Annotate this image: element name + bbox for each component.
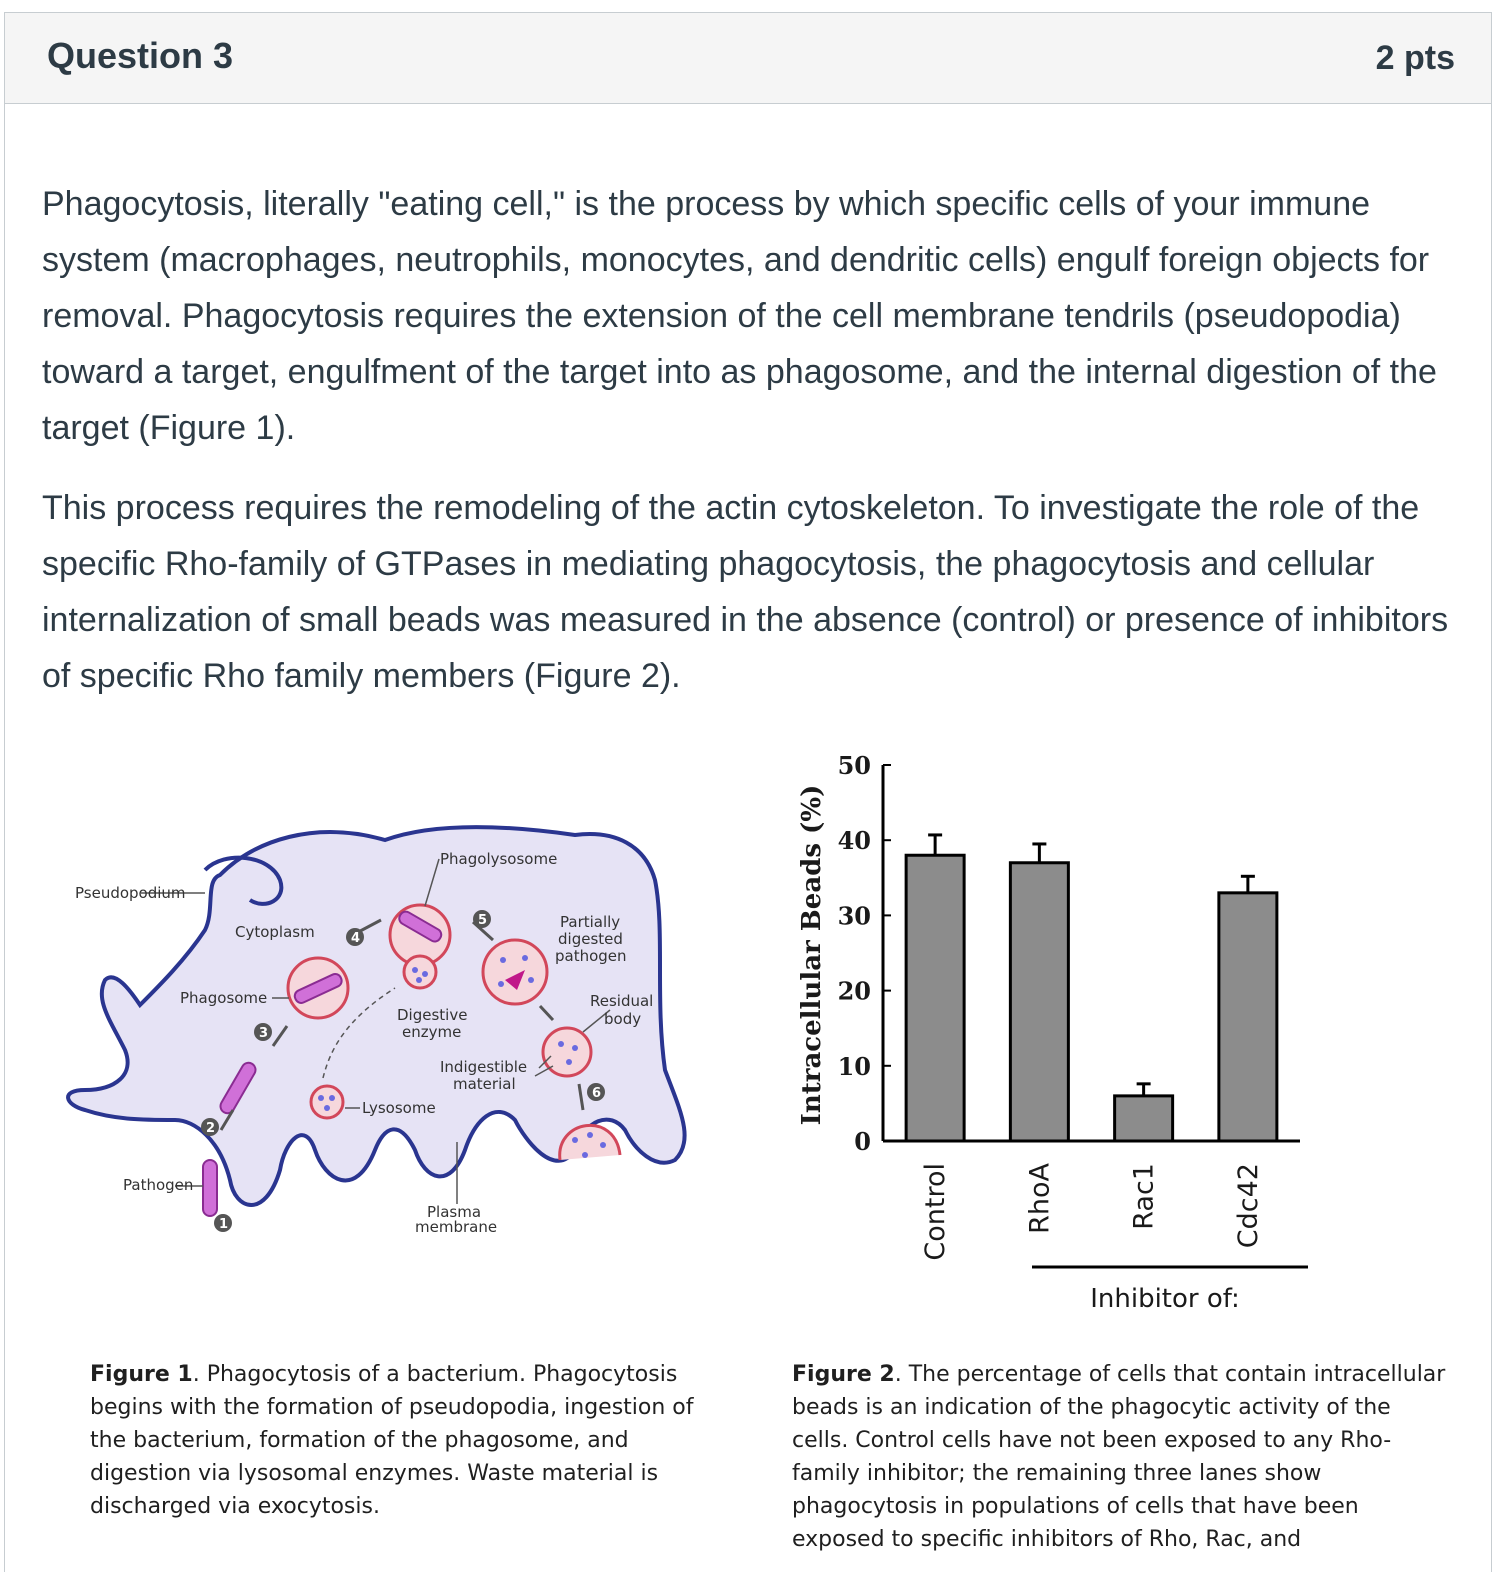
- residual-body-shape: [543, 1028, 591, 1076]
- question-paragraph-2: This process requires the remodeling of the actin cytoskeleton. To investigate the role of the specific Rho-family of GTPases in mediating phagocytosis, the phagocytosis and cellular internalization of small beads was measured in the absence (control) or presence of inhibitors of specific Rho family members (Figure 2).: [42, 489, 1449, 695]
- label-pathogen: Pathogen: [123, 1176, 194, 1194]
- question-header: [5, 13, 1491, 104]
- label-indigestible: Indigestible: [440, 1058, 528, 1076]
- label-phagolysosome: Phagolysosome: [440, 850, 558, 868]
- chart-y-tick-label: 0: [854, 1127, 871, 1156]
- label-pseudopodium: Pseudopodium: [75, 884, 186, 902]
- figure1-caption-text: . Phagocytosis of a bacterium. Phagocytosis begins with the formation of pseudopodia, ingestion of the bacterium, formation of the phagosome, and digestion via lysosomal enzymes. Waste material is discharged via exocytosis.: [90, 1362, 694, 1519]
- label-digested: digested: [558, 930, 623, 948]
- label-plasma: Plasma: [427, 1203, 482, 1221]
- svg-text:3: 3: [259, 1026, 269, 1041]
- step-badge-6: [587, 1083, 605, 1101]
- chart-category-label: RhoA: [1024, 1163, 1056, 1234]
- svg-text:5: 5: [478, 913, 488, 928]
- chart-ylabel: Intracellular Beads (%): [797, 784, 827, 1126]
- question-points: 2 pts: [1375, 39, 1455, 77]
- question-title: Question 3: [47, 35, 234, 76]
- svg-text:1: 1: [219, 1217, 229, 1232]
- step-badge-2: [201, 1118, 219, 1136]
- chart-y-tick-label: 10: [837, 1051, 871, 1081]
- figure2-caption-label: Figure 2: [792, 1362, 895, 1387]
- chart-category-label: Rac1: [1128, 1163, 1160, 1230]
- pathogen-shape: [203, 1160, 217, 1216]
- figure1-caption: [90, 1358, 730, 1523]
- label-enzyme: enzyme: [402, 1023, 462, 1041]
- label-phagosome: Phagosome: [180, 989, 268, 1007]
- label-lysosome: Lysosome: [362, 1099, 436, 1117]
- figure2-caption: [792, 1358, 1452, 1556]
- chart-category-label: Cdc42: [1232, 1163, 1264, 1249]
- question-paragraph-1: Phagocytosis, literally "eating cell," is the process by which specific cells of your immune system (macrophages, neutrophils, monocytes, and dendritic cells) engulf foreign objects for removal. Phagocytosis requires the extension of the cell membrane tendrils (pseudopodia) toward a target, engulfment of the target into as phagosome, and the internal digestion of the target (Figure 1).: [42, 185, 1437, 447]
- label-pathogen-partial: pathogen: [555, 947, 627, 965]
- chart-y-tick-label: 50: [837, 751, 871, 780]
- chart-category-label: Control: [920, 1163, 952, 1261]
- partially-digested-shape: [483, 940, 547, 1004]
- chart-y-tick-label: 40: [837, 826, 871, 856]
- step-badge-1: [214, 1214, 232, 1232]
- svg-text:4: 4: [351, 931, 361, 946]
- chart-bar: [1010, 863, 1068, 1141]
- figure2-chart: [780, 745, 1340, 1325]
- label-cytoplasm: Cytoplasm: [235, 923, 315, 941]
- chart-bar: [1219, 893, 1277, 1141]
- figure2-caption-text: . The percentage of cells that contain intracellular beads is an indication of the phagocytic activity of the cells. Control cells have not been exposed to any Rho-family inhibitor; the remaining three lanes show phagocytosis in populations of cells that have been exposed to specific inhibitors of Rho, Rac, and: [792, 1362, 1446, 1552]
- figure1-diagram: [55, 820, 695, 1240]
- chart-bar: [1115, 1096, 1173, 1141]
- figure1-caption-label: Figure 1: [90, 1362, 193, 1387]
- svg-text:6: 6: [592, 1086, 602, 1101]
- label-body: body: [604, 1010, 642, 1028]
- chart-y-tick-label: 30: [837, 901, 871, 931]
- label-membrane: membrane: [415, 1218, 498, 1236]
- label-partially: Partially: [560, 913, 621, 931]
- chart-bar: [906, 855, 964, 1141]
- svg-text:2: 2: [206, 1121, 216, 1136]
- lysosome-shape: [311, 1086, 343, 1118]
- label-digestive: Digestive: [397, 1006, 468, 1024]
- label-residual: Residual: [590, 992, 654, 1010]
- step-badge-3: [254, 1023, 272, 1041]
- step-badge-5: [473, 910, 491, 928]
- label-material: material: [453, 1075, 516, 1093]
- step-badge-4: [346, 928, 364, 946]
- chart-xlabel: Inhibitor of:: [1090, 1284, 1240, 1314]
- chart-y-tick-label: 20: [837, 976, 871, 1006]
